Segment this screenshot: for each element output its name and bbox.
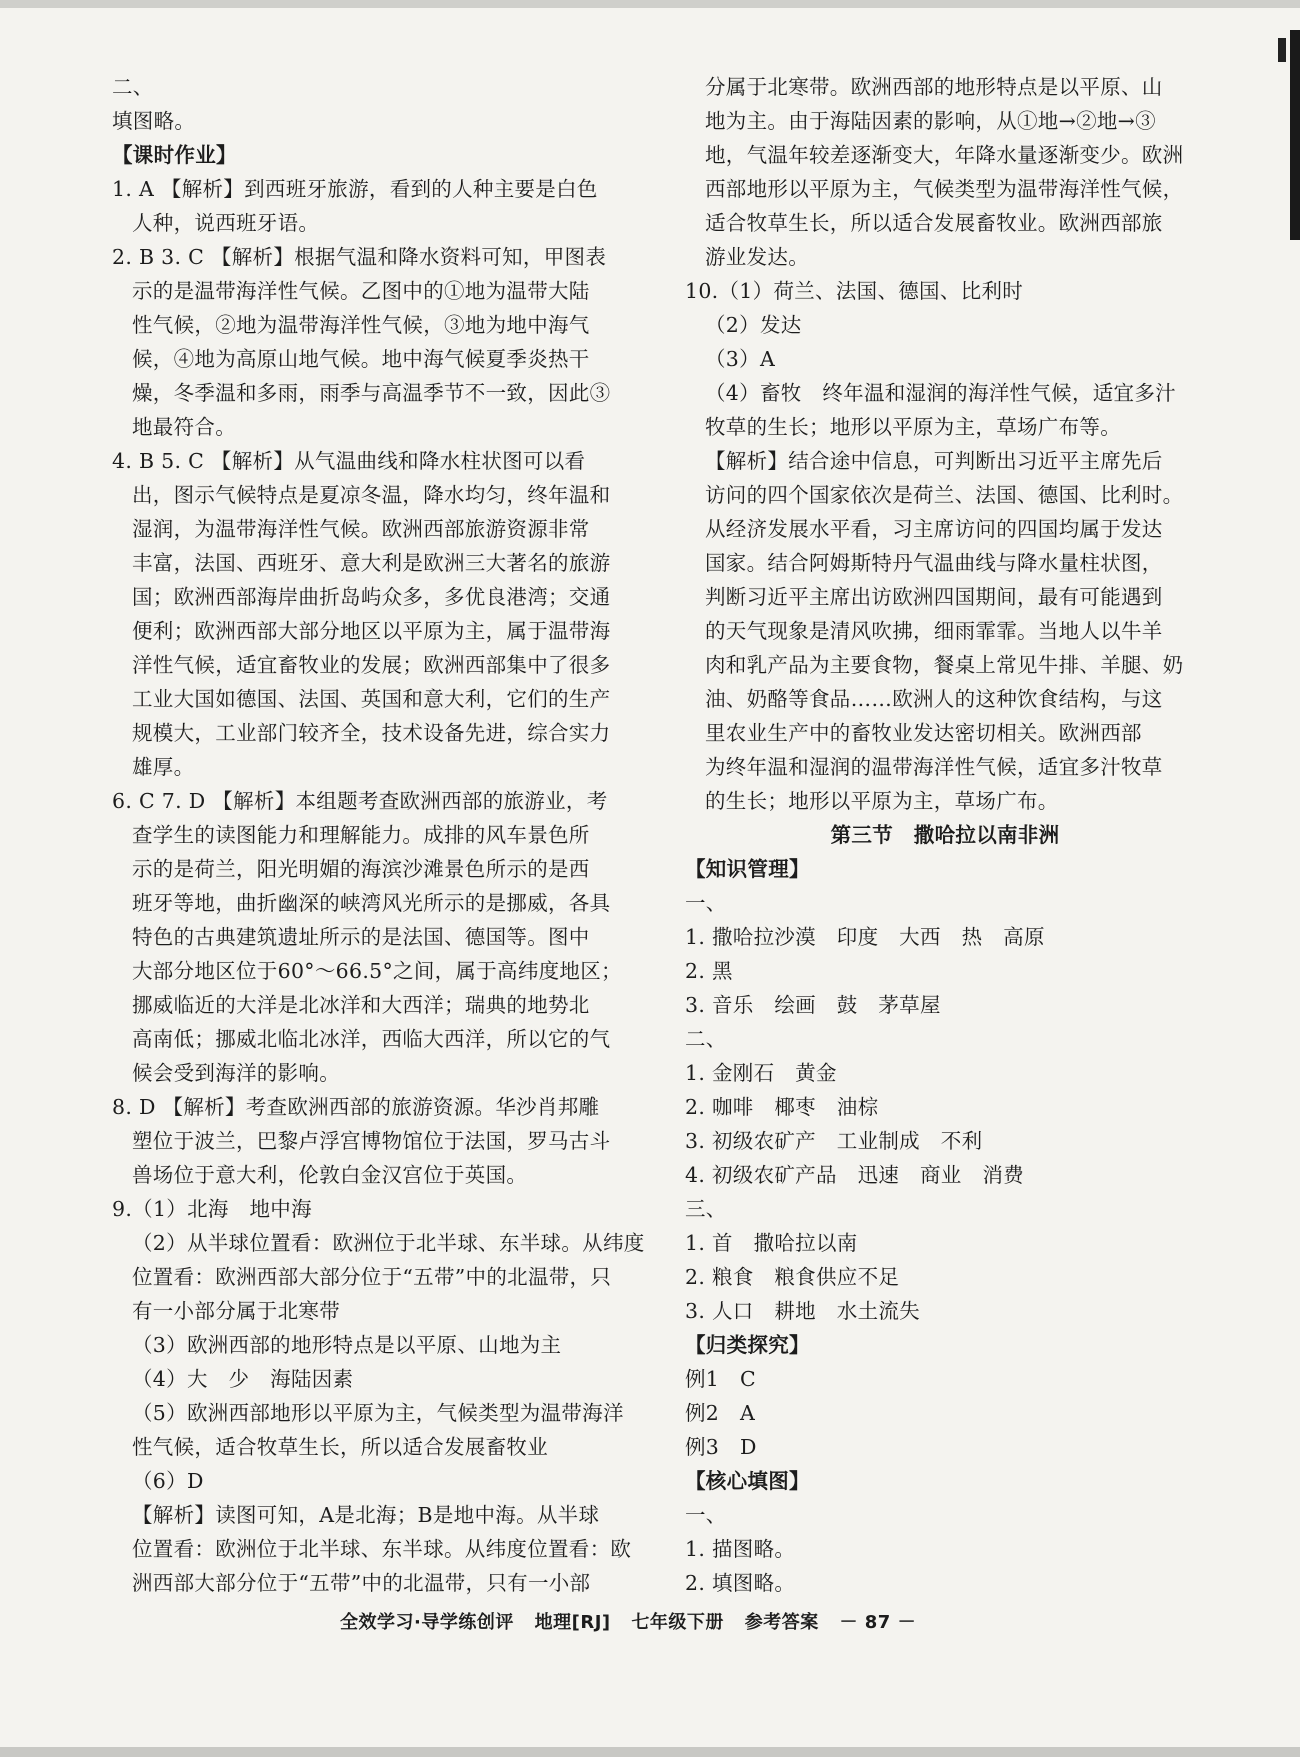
answer-line: 【解析】读图可知，A是北海；B是地中海。从半球 xyxy=(132,1503,600,1527)
answer-line: 位置看：欧洲西部大部分位于“五带”中的北温带，只 xyxy=(132,1265,612,1289)
answer-line: 4. B 5. C 【解析】从气温曲线和降水柱状图可以看 xyxy=(112,449,586,473)
answer-line: 3. 初级农矿产 工业制成 不利 xyxy=(685,1129,983,1153)
answer-line: 1. 撒哈拉沙漠 印度 大西 热 高原 xyxy=(685,925,1045,949)
answer-line: 兽场位于意大利，伦敦白金汉宫位于英国。 xyxy=(132,1163,528,1187)
answer-line: 湿润，为温带海洋性气候。欧洲西部旅游资源非常 xyxy=(132,517,590,541)
answer-line: 例1 C xyxy=(685,1367,756,1391)
answer-line: 便利；欧洲西部大部分地区以平原为主，属于温带海 xyxy=(132,619,611,643)
right-column xyxy=(685,70,1205,1600)
answer-line: 里农业生产中的畜牧业发达密切相关。欧洲西部 xyxy=(705,721,1142,745)
answer-line: 示的是荷兰，阳光明媚的海滨沙滩景色所示的是西 xyxy=(132,857,590,881)
scan-edge-mark xyxy=(1290,30,1300,240)
answer-line: 国；欧洲西部海岸曲折岛屿众多，多优良港湾；交通 xyxy=(132,585,611,609)
answer-line: 性气候，适合牧草生长，所以适合发展畜牧业 xyxy=(132,1435,548,1459)
answer-line: 10.（1）荷兰、法国、德国、比利时 xyxy=(685,279,1024,303)
answer-line: 二、 xyxy=(112,75,154,99)
answer-line: 1. A 【解析】到西班牙旅游，看到的人种主要是白色 xyxy=(112,177,598,201)
answer-line: 的天气现象是清风吹拂，细雨霏霏。当地人以牛羊 xyxy=(705,619,1163,643)
answer-line: 丰富，法国、西班牙、意大利是欧洲三大著名的旅游 xyxy=(132,551,611,575)
scan-bottom-edge xyxy=(0,1747,1300,1757)
answer-line: （4）畜牧 终年温和湿润的海洋性气候，适宜多汁 xyxy=(705,381,1176,405)
answer-line: 国家。结合阿姆斯特丹气温曲线与降水量柱状图， xyxy=(705,551,1163,575)
section-tag: 【核心填图】 xyxy=(685,1469,810,1493)
answer-line: 一、 xyxy=(685,891,727,915)
answer-line: 挪威临近的大洋是北冰洋和大西洋；瑞典的地势北 xyxy=(132,993,590,1017)
answer-line: 【解析】结合途中信息，可判断出习近平主席先后 xyxy=(705,449,1163,473)
answer-line: 判断习近平主席出访欧洲四国期间，最有可能遇到 xyxy=(705,585,1163,609)
footer-grade: 七年级下册 xyxy=(631,1612,724,1633)
footer-series: 全效学习·导学练创评 xyxy=(340,1612,514,1633)
answer-line: 班牙等地，曲折幽深的峡湾风光所示的是挪威，各具 xyxy=(132,891,611,915)
answer-line: 2. 咖啡 椰枣 油棕 xyxy=(685,1095,879,1119)
answer-line: 肉和乳产品为主要食物，餐桌上常见牛排、羊腿、奶 xyxy=(705,653,1184,677)
answer-line: 地，气温年较差逐渐变大，年降水量逐渐变少。欧洲 xyxy=(705,143,1184,167)
answer-line: 工业大国如德国、法国、英国和意大利，它们的生产 xyxy=(132,687,611,711)
answer-line: 高南低；挪威北临北冰洋，西临大西洋，所以它的气 xyxy=(132,1027,611,1051)
footer-section: 参考答案 xyxy=(744,1612,819,1633)
answer-line: 3. 人口 耕地 水土流失 xyxy=(685,1299,920,1323)
answer-line: 西部地形以平原为主，气候类型为温带海洋性气候， xyxy=(705,177,1184,201)
answer-line: 雄厚。 xyxy=(132,755,195,779)
answer-line: （3）欧洲西部的地形特点是以平原、山地为主 xyxy=(132,1333,562,1357)
answer-line: （6）D xyxy=(132,1469,204,1493)
answer-line: 燥，冬季温和多雨，雨季与高温季节不一致，因此③ xyxy=(132,381,611,405)
footer-subject: 地理[RJ] xyxy=(534,1612,611,1633)
answer-line: （2）发达 xyxy=(705,313,802,337)
answer-line: （5）欧洲西部地形以平原为主，气候类型为温带海洋 xyxy=(132,1401,624,1425)
answer-line: 候会受到海洋的影响。 xyxy=(132,1061,340,1085)
answer-line: 2. 粮食 粮食供应不足 xyxy=(685,1265,900,1289)
answer-line: 塑位于波兰，巴黎卢浮宫博物馆位于法国，罗马古斗 xyxy=(132,1129,611,1153)
section-tag: 【课时作业】 xyxy=(112,143,237,167)
answer-line: （4）大 少 海陆因素 xyxy=(132,1367,354,1391)
answer-line: 1. 描图略。 xyxy=(685,1537,796,1561)
answer-line: 适合牧草生长，所以适合发展畜牧业。欧洲西部旅 xyxy=(705,211,1163,235)
answer-line: 位置看：欧洲位于北半球、东半球。从纬度位置看：欧 xyxy=(132,1537,632,1561)
answer-line: 4. 初级农矿产品 迅速 商业 消费 xyxy=(685,1163,1024,1187)
answer-line: 分属于北寒带。欧洲西部的地形特点是以平原、山 xyxy=(705,75,1163,99)
section-tag: 【归类探究】 xyxy=(685,1333,810,1357)
answer-line: 游业发达。 xyxy=(705,245,809,269)
page-number: － 87 － xyxy=(839,1612,917,1633)
answer-line: 性气候，②地为温带海洋性气候，③地为地中海气 xyxy=(132,313,590,337)
answer-line: （2）从半球位置看：欧洲位于北半球、东半球。从纬度 xyxy=(132,1231,645,1255)
answer-line: 一、 xyxy=(685,1503,727,1527)
answer-line: 的生长；地形以平原为主，草场广布。 xyxy=(705,789,1059,813)
answer-line: 访问的四个国家依次是荷兰、法国、德国、比利时。 xyxy=(705,483,1184,507)
answer-line: （3）A xyxy=(705,347,776,371)
answer-line: 2. B 3. C 【解析】根据气温和降水资料可知，甲图表 xyxy=(112,245,607,269)
section-tag: 【知识管理】 xyxy=(685,857,810,881)
answer-line: 1. 金刚石 黄金 xyxy=(685,1061,837,1085)
scan-edge-mark-small xyxy=(1278,38,1286,62)
answer-line: 地为主。由于海陆因素的影响，从①地→②地→③ xyxy=(705,109,1156,133)
answer-line: 示的是温带海洋性气候。乙图中的①地为温带大陆 xyxy=(132,279,590,303)
section-title: 第三节 撒哈拉以南非洲 xyxy=(830,823,1060,847)
answer-line: 填图略。 xyxy=(112,109,196,133)
answer-line: 三、 xyxy=(685,1197,727,1221)
answer-line: 大部分地区位于60°～66.5°之间，属于高纬度地区； xyxy=(132,959,622,983)
answer-line: 8. D 【解析】考查欧洲西部的旅游资源。华沙肖邦雕 xyxy=(112,1095,600,1119)
answer-line: 例2 A xyxy=(685,1401,756,1425)
answer-line: 有一小部分属于北寒带 xyxy=(132,1299,340,1323)
answer-line: 洋性气候，适宜畜牧业的发展；欧洲西部集中了很多 xyxy=(132,653,611,677)
answer-line: 二、 xyxy=(685,1027,727,1051)
answer-line: 从经济发展水平看，习主席访问的四国均属于发达 xyxy=(705,517,1163,541)
answer-line: 候，④地为高原山地气候。地中海气候夏季炎热干 xyxy=(132,347,590,371)
answer-line: 3. 音乐 绘画 鼓 茅草屋 xyxy=(685,993,941,1017)
answer-line: 地最符合。 xyxy=(132,415,236,439)
answer-line: 洲西部大部分位于“五带”中的北温带，只有一小部 xyxy=(132,1571,591,1595)
answer-line: 1. 首 撒哈拉以南 xyxy=(685,1231,858,1255)
left-column xyxy=(112,70,645,1600)
answer-line: 9.（1）北海 地中海 xyxy=(112,1197,312,1221)
answer-line: 油、奶酪等食品……欧洲人的这种饮食结构，与这 xyxy=(705,687,1163,711)
scan-top-edge xyxy=(0,0,1300,8)
answer-line: 2. 填图略。 xyxy=(685,1571,796,1595)
answer-line: 查学生的读图能力和理解能力。成排的风车景色所 xyxy=(132,823,590,847)
answer-line: 2. 黑 xyxy=(685,959,733,983)
answer-line: 规模大，工业部门较齐全，技术设备先进，综合实力 xyxy=(132,721,611,745)
answer-line: 人种，说西班牙语。 xyxy=(132,211,320,235)
answer-line: 为终年温和湿润的温带海洋性气候，适宜多汁牧草 xyxy=(705,755,1163,779)
answer-line: 出，图示气候特点是夏凉冬温，降水均匀，终年温和 xyxy=(132,483,611,507)
page-footer xyxy=(340,1608,1040,1634)
answer-line: 6. C 7. D 【解析】本组题考查欧洲西部的旅游业，考 xyxy=(112,789,608,813)
answer-line: 例3 D xyxy=(685,1435,757,1459)
answer-line: 特色的古典建筑遗址所示的是法国、德国等。图中 xyxy=(132,925,590,949)
answer-line: 牧草的生长；地形以平原为主，草场广布等。 xyxy=(705,415,1121,439)
